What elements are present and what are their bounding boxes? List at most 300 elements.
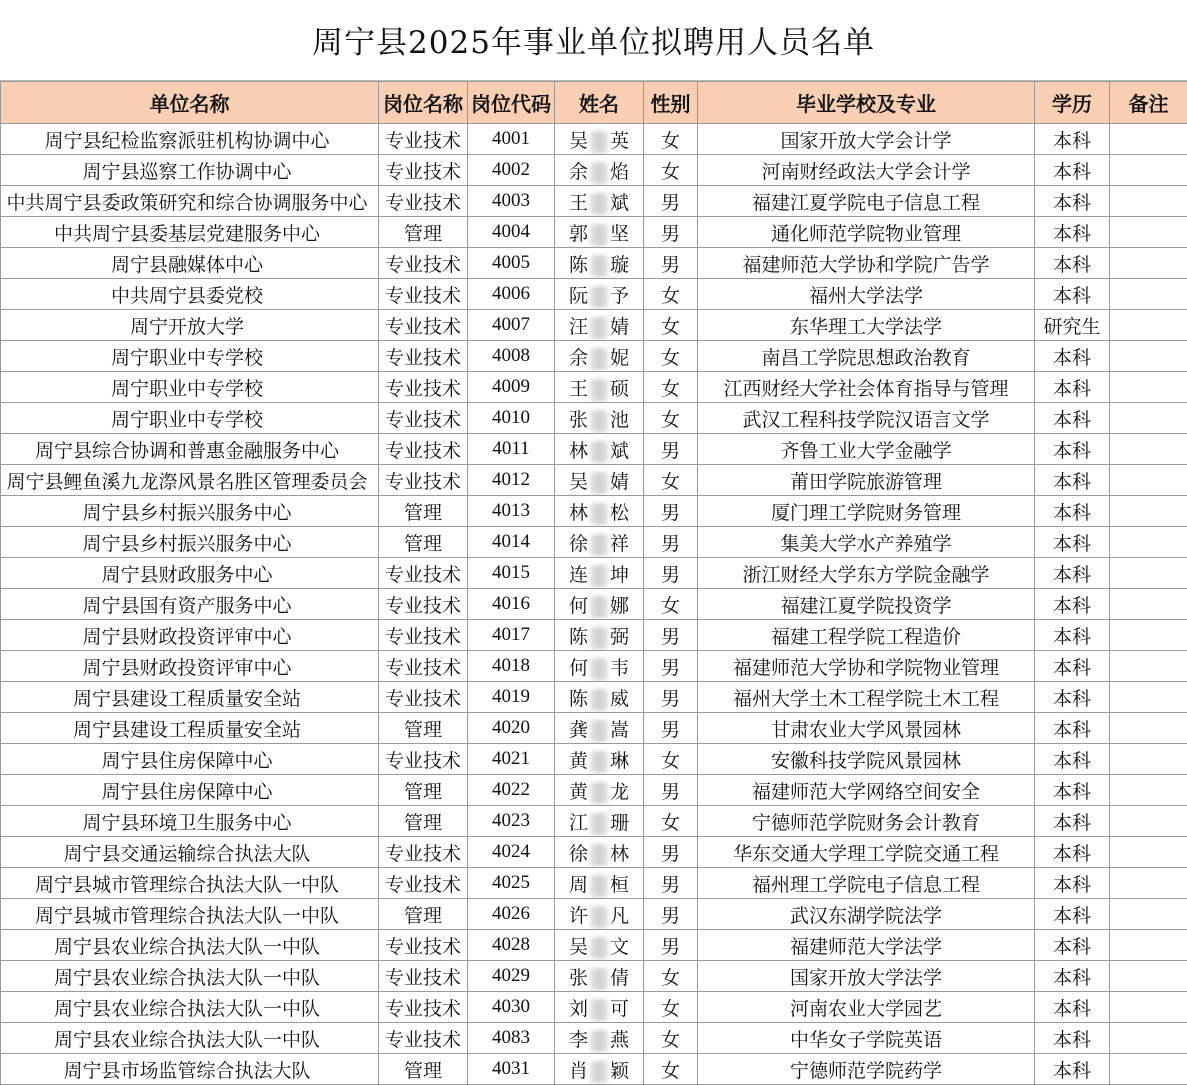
unit-text: 中共周宁县委党校 [0, 281, 376, 308]
cell-note [1110, 434, 1187, 465]
cell-unit [1, 806, 379, 837]
person-name [569, 126, 629, 153]
cell-name [555, 217, 644, 248]
cell-gender: 女 [644, 155, 698, 186]
person-name [569, 436, 629, 463]
cell-school: 南昌工学院思想政治教育 [698, 341, 1035, 372]
cell-note [1110, 496, 1187, 527]
cell-gender: 男 [644, 248, 698, 279]
cell-education: 本科 [1035, 899, 1110, 930]
name-redaction [590, 348, 608, 370]
unit-text: 周宁县融媒体中心 [0, 250, 376, 277]
person-name [569, 839, 629, 866]
cell-gender: 男 [644, 713, 698, 744]
name-given: 珊 [610, 812, 629, 834]
cell-gender: 女 [644, 465, 698, 496]
cell-education: 本科 [1035, 620, 1110, 651]
cell-school: 福建江夏学院电子信息工程 [698, 186, 1035, 217]
column-header-name: 姓名 [555, 82, 644, 124]
name-surname: 刘 [569, 998, 588, 1020]
cell-code: 4015 [468, 558, 555, 589]
cell-school: 河南农业大学园艺 [698, 992, 1035, 1023]
cell-note [1110, 124, 1187, 155]
unit-text: 周宁县住房保障中心 [0, 746, 376, 773]
cell-note [1110, 341, 1187, 372]
cell-code: 4028 [468, 930, 555, 961]
cell-school: 安徽科技学院风景园林 [698, 744, 1035, 775]
name-surname: 林 [569, 502, 588, 524]
unit-text: 周宁开放大学 [0, 312, 376, 339]
person-name [569, 808, 629, 835]
cell-school: 福建师范大学协和学院广告学 [698, 248, 1035, 279]
name-given: 韦 [610, 657, 629, 679]
table-row [1, 992, 1187, 1023]
name-given: 硕 [610, 378, 629, 400]
cell-name [555, 124, 644, 155]
cell-name [555, 837, 644, 868]
cell-school: 宁德师范学院药学 [698, 1054, 1035, 1085]
name-redaction [590, 813, 608, 835]
name-given: 威 [610, 688, 629, 710]
cell-name [555, 744, 644, 775]
cell-name [555, 992, 644, 1023]
cell-unit [1, 651, 379, 682]
name-surname: 郭 [569, 223, 588, 245]
cell-unit [1, 372, 379, 403]
name-surname: 林 [569, 440, 588, 462]
cell-name [555, 806, 644, 837]
cell-education: 本科 [1035, 713, 1110, 744]
name-surname: 徐 [569, 843, 588, 865]
name-surname: 张 [569, 409, 588, 431]
cell-education: 本科 [1035, 837, 1110, 868]
cell-name [555, 341, 644, 372]
unit-text: 周宁职业中专学校 [0, 405, 376, 432]
cell-code: 4005 [468, 248, 555, 279]
cell-gender: 男 [644, 930, 698, 961]
cell-note [1110, 620, 1187, 651]
cell-education: 本科 [1035, 868, 1110, 899]
name-given: 予 [610, 285, 629, 307]
name-given: 婧 [610, 471, 629, 493]
cell-education: 本科 [1035, 217, 1110, 248]
person-name [569, 1025, 629, 1052]
name-surname: 陈 [569, 688, 588, 710]
cell-school: 武汉工程科技学院汉语言文学 [698, 403, 1035, 434]
name-surname: 陈 [569, 626, 588, 648]
name-given: 燕 [610, 1029, 629, 1051]
cell-education: 本科 [1035, 341, 1110, 372]
cell-school: 甘肃农业大学风景园林 [698, 713, 1035, 744]
person-name [569, 188, 629, 215]
cell-unit [1, 558, 379, 589]
table-row [1, 217, 1187, 248]
cell-note [1110, 403, 1187, 434]
table-row [1, 775, 1187, 806]
name-surname: 许 [569, 905, 588, 927]
cell-school: 福州理工学院电子信息工程 [698, 868, 1035, 899]
unit-text: 周宁县农业综合执法大队一中队 [0, 1025, 376, 1052]
cell-name [555, 248, 644, 279]
column-header-note: 备注 [1110, 82, 1187, 124]
cell-unit [1, 992, 379, 1023]
name-redaction [590, 286, 608, 308]
unit-text: 周宁县乡村振兴服务中心 [0, 529, 376, 556]
name-given: 祥 [610, 533, 629, 555]
cell-note [1110, 465, 1187, 496]
cell-school: 齐鲁工业大学金融学 [698, 434, 1035, 465]
person-name [569, 498, 629, 525]
person-name [569, 746, 629, 773]
name-redaction [590, 968, 608, 990]
cell-education: 研究生 [1035, 310, 1110, 341]
cell-post: 专业技术 [379, 837, 468, 868]
cell-post: 专业技术 [379, 558, 468, 589]
cell-post: 专业技术 [379, 589, 468, 620]
table-row [1, 620, 1187, 651]
cell-education: 本科 [1035, 496, 1110, 527]
table-row [1, 434, 1187, 465]
person-name [569, 405, 629, 432]
name-redaction [590, 937, 608, 959]
cell-note [1110, 155, 1187, 186]
person-name [569, 250, 629, 277]
cell-education: 本科 [1035, 434, 1110, 465]
cell-unit [1, 496, 379, 527]
cell-note [1110, 899, 1187, 930]
cell-unit [1, 713, 379, 744]
name-redaction [590, 720, 608, 742]
cell-post: 管理 [379, 775, 468, 806]
cell-school: 武汉东湖学院法学 [698, 899, 1035, 930]
table-row [1, 155, 1187, 186]
cell-gender: 男 [644, 496, 698, 527]
name-redaction [590, 441, 608, 463]
cell-note [1110, 527, 1187, 558]
unit-text: 中共周宁县委政策研究和综合协调服务中心 [0, 188, 376, 215]
cell-code: 4006 [468, 279, 555, 310]
name-redaction [590, 689, 608, 711]
cell-education: 本科 [1035, 403, 1110, 434]
cell-school: 宁德师范学院财务会计教育 [698, 806, 1035, 837]
cell-code: 4012 [468, 465, 555, 496]
person-name [569, 901, 629, 928]
unit-text: 周宁县建设工程质量安全站 [0, 684, 376, 711]
cell-name [555, 186, 644, 217]
table-row [1, 372, 1187, 403]
cell-name [555, 1023, 644, 1054]
cell-code: 4018 [468, 651, 555, 682]
cell-school: 国家开放大学会计学 [698, 124, 1035, 155]
table-row [1, 186, 1187, 217]
cell-unit [1, 310, 379, 341]
cell-post: 专业技术 [379, 682, 468, 713]
cell-unit [1, 186, 379, 217]
cell-code: 4004 [468, 217, 555, 248]
cell-post: 专业技术 [379, 310, 468, 341]
name-surname: 江 [569, 812, 588, 834]
cell-code: 4010 [468, 403, 555, 434]
table-row [1, 930, 1187, 961]
cell-unit [1, 682, 379, 713]
name-surname: 何 [569, 595, 588, 617]
unit-text: 周宁县财政投资评审中心 [0, 622, 376, 649]
cell-code: 4009 [468, 372, 555, 403]
cell-gender: 男 [644, 868, 698, 899]
cell-note [1110, 806, 1187, 837]
cell-school: 福建师范大学网络空间安全 [698, 775, 1035, 806]
cell-note [1110, 713, 1187, 744]
person-name [569, 963, 629, 990]
cell-code: 4022 [468, 775, 555, 806]
name-given: 弼 [610, 626, 629, 648]
cell-unit [1, 1023, 379, 1054]
cell-note [1110, 930, 1187, 961]
cell-gender: 男 [644, 434, 698, 465]
name-given: 倩 [610, 967, 629, 989]
cell-gender: 女 [644, 961, 698, 992]
cell-education: 本科 [1035, 372, 1110, 403]
cell-code: 4083 [468, 1023, 555, 1054]
cell-gender: 男 [644, 682, 698, 713]
table-row [1, 589, 1187, 620]
unit-text: 周宁县财政投资评审中心 [0, 653, 376, 680]
cell-unit [1, 465, 379, 496]
cell-note [1110, 775, 1187, 806]
table-row [1, 341, 1187, 372]
cell-education: 本科 [1035, 186, 1110, 217]
cell-note [1110, 372, 1187, 403]
cell-gender: 女 [644, 279, 698, 310]
name-surname: 周 [569, 874, 588, 896]
cell-code: 4021 [468, 744, 555, 775]
cell-school: 浙江财经大学东方学院金融学 [698, 558, 1035, 589]
name-surname: 王 [569, 378, 588, 400]
table-row [1, 899, 1187, 930]
unit-text: 中共周宁县委基层党建服务中心 [0, 219, 376, 246]
person-name [569, 994, 629, 1021]
cell-gender: 女 [644, 806, 698, 837]
name-redaction [590, 658, 608, 680]
cell-post: 专业技术 [379, 992, 468, 1023]
cell-name [555, 155, 644, 186]
name-redaction [590, 379, 608, 401]
table-row [1, 124, 1187, 155]
cell-note [1110, 589, 1187, 620]
cell-post: 专业技术 [379, 961, 468, 992]
name-given: 娜 [610, 595, 629, 617]
table-row [1, 868, 1187, 899]
cell-gender: 男 [644, 651, 698, 682]
cell-unit [1, 620, 379, 651]
cell-unit [1, 341, 379, 372]
name-redaction [590, 906, 608, 928]
cell-code: 4016 [468, 589, 555, 620]
unit-text: 周宁县乡村振兴服务中心 [0, 498, 376, 525]
cell-post: 专业技术 [379, 341, 468, 372]
name-surname: 连 [569, 564, 588, 586]
cell-education: 本科 [1035, 527, 1110, 558]
name-redaction [590, 317, 608, 339]
table-header-row [1, 82, 1187, 124]
name-redaction [590, 131, 608, 153]
cell-gender: 女 [644, 589, 698, 620]
table-row [1, 682, 1187, 713]
name-surname: 汪 [569, 316, 588, 338]
table-body [1, 124, 1187, 1085]
person-name [569, 777, 629, 804]
cell-post: 专业技术 [379, 403, 468, 434]
person-name [569, 343, 629, 370]
column-header-education: 学历 [1035, 82, 1110, 124]
name-given: 文 [610, 936, 629, 958]
name-redaction [590, 472, 608, 494]
cell-gender: 女 [644, 124, 698, 155]
person-name [569, 1056, 629, 1083]
cell-gender: 男 [644, 620, 698, 651]
unit-text: 周宁县城市管理综合执法大队一中队 [0, 870, 376, 897]
name-given: 婧 [610, 316, 629, 338]
cell-unit [1, 527, 379, 558]
name-given: 龙 [610, 781, 629, 803]
unit-text: 周宁县巡察工作协调中心 [0, 157, 376, 184]
cell-code: 4024 [468, 837, 555, 868]
cell-school: 国家开放大学法学 [698, 961, 1035, 992]
cell-unit [1, 434, 379, 465]
cell-education: 本科 [1035, 1023, 1110, 1054]
unit-text: 周宁县农业综合执法大队一中队 [0, 994, 376, 1021]
cell-code: 4020 [468, 713, 555, 744]
name-given: 斌 [610, 192, 629, 214]
name-redaction [590, 751, 608, 773]
cell-post: 专业技术 [379, 248, 468, 279]
person-name [569, 560, 629, 587]
cell-post: 管理 [379, 899, 468, 930]
cell-gender: 男 [644, 899, 698, 930]
page-title: 周宁县2025年事业单位拟聘用人员名单 [0, 0, 1187, 81]
unit-text: 周宁县环境卫生服务中心 [0, 808, 376, 835]
cell-note [1110, 186, 1187, 217]
name-given: 焰 [610, 161, 629, 183]
cell-unit [1, 248, 379, 279]
table-row [1, 1023, 1187, 1054]
cell-school: 福建师范大学协和学院物业管理 [698, 651, 1035, 682]
cell-name [555, 279, 644, 310]
name-given: 凡 [610, 905, 629, 927]
cell-code: 4026 [468, 899, 555, 930]
cell-education: 本科 [1035, 775, 1110, 806]
cell-unit [1, 403, 379, 434]
cell-unit [1, 868, 379, 899]
name-redaction [590, 1030, 608, 1052]
cell-post: 管理 [379, 217, 468, 248]
cell-education: 本科 [1035, 930, 1110, 961]
cell-gender: 女 [644, 1023, 698, 1054]
name-surname: 徐 [569, 533, 588, 555]
cell-post: 专业技术 [379, 155, 468, 186]
cell-post: 专业技术 [379, 620, 468, 651]
name-given: 坤 [610, 564, 629, 586]
cell-unit [1, 124, 379, 155]
name-surname: 黄 [569, 781, 588, 803]
cell-code: 4003 [468, 186, 555, 217]
person-name [569, 529, 629, 556]
column-header-school: 毕业学校及专业 [698, 82, 1035, 124]
cell-code: 4013 [468, 496, 555, 527]
cell-post: 专业技术 [379, 930, 468, 961]
cell-name [555, 682, 644, 713]
cell-school: 江西财经大学社会体育指导与管理 [698, 372, 1035, 403]
cell-note [1110, 992, 1187, 1023]
cell-school: 福建江夏学院投资学 [698, 589, 1035, 620]
cell-education: 本科 [1035, 744, 1110, 775]
cell-post: 管理 [379, 527, 468, 558]
name-redaction [590, 255, 608, 277]
unit-text: 周宁县建设工程质量安全站 [0, 715, 376, 742]
cell-name [555, 620, 644, 651]
cell-code: 4023 [468, 806, 555, 837]
person-name [569, 622, 629, 649]
cell-unit [1, 775, 379, 806]
cell-school: 福州大学土木工程学院土木工程 [698, 682, 1035, 713]
unit-text: 周宁县财政服务中心 [0, 560, 376, 587]
cell-code: 4031 [468, 1054, 555, 1085]
cell-post: 管理 [379, 713, 468, 744]
cell-education: 本科 [1035, 558, 1110, 589]
table-row [1, 403, 1187, 434]
name-redaction [590, 565, 608, 587]
cell-gender: 女 [644, 341, 698, 372]
unit-text: 周宁职业中专学校 [0, 374, 376, 401]
cell-school: 河南财经政法大学会计学 [698, 155, 1035, 186]
cell-school: 福建师范大学法学 [698, 930, 1035, 961]
cell-gender: 女 [644, 372, 698, 403]
cell-unit [1, 899, 379, 930]
cell-post: 专业技术 [379, 434, 468, 465]
unit-text: 周宁县农业综合执法大队一中队 [0, 963, 376, 990]
cell-note [1110, 868, 1187, 899]
cell-education: 本科 [1035, 806, 1110, 837]
cell-note [1110, 837, 1187, 868]
person-name [569, 219, 629, 246]
table-row [1, 744, 1187, 775]
cell-gender: 女 [644, 992, 698, 1023]
cell-post: 管理 [379, 806, 468, 837]
name-surname: 吴 [569, 471, 588, 493]
cell-school: 福州大学法学 [698, 279, 1035, 310]
cell-school: 东华理工大学法学 [698, 310, 1035, 341]
cell-name [555, 527, 644, 558]
cell-name [555, 403, 644, 434]
table-row [1, 496, 1187, 527]
cell-gender: 男 [644, 217, 698, 248]
cell-post: 专业技术 [379, 1023, 468, 1054]
name-surname: 阮 [569, 285, 588, 307]
unit-text: 周宁县市场监管综合执法大队 [0, 1056, 376, 1083]
cell-code: 4029 [468, 961, 555, 992]
cell-name [555, 310, 644, 341]
cell-unit [1, 279, 379, 310]
person-name [569, 591, 629, 618]
cell-name [555, 651, 644, 682]
name-given: 坚 [610, 223, 629, 245]
unit-text: 周宁县国有资产服务中心 [0, 591, 376, 618]
name-surname: 吴 [569, 130, 588, 152]
cell-education: 本科 [1035, 1054, 1110, 1085]
unit-text: 周宁县综合协调和普惠金融服务中心 [0, 436, 376, 463]
name-surname: 陈 [569, 254, 588, 276]
cell-code: 4011 [468, 434, 555, 465]
